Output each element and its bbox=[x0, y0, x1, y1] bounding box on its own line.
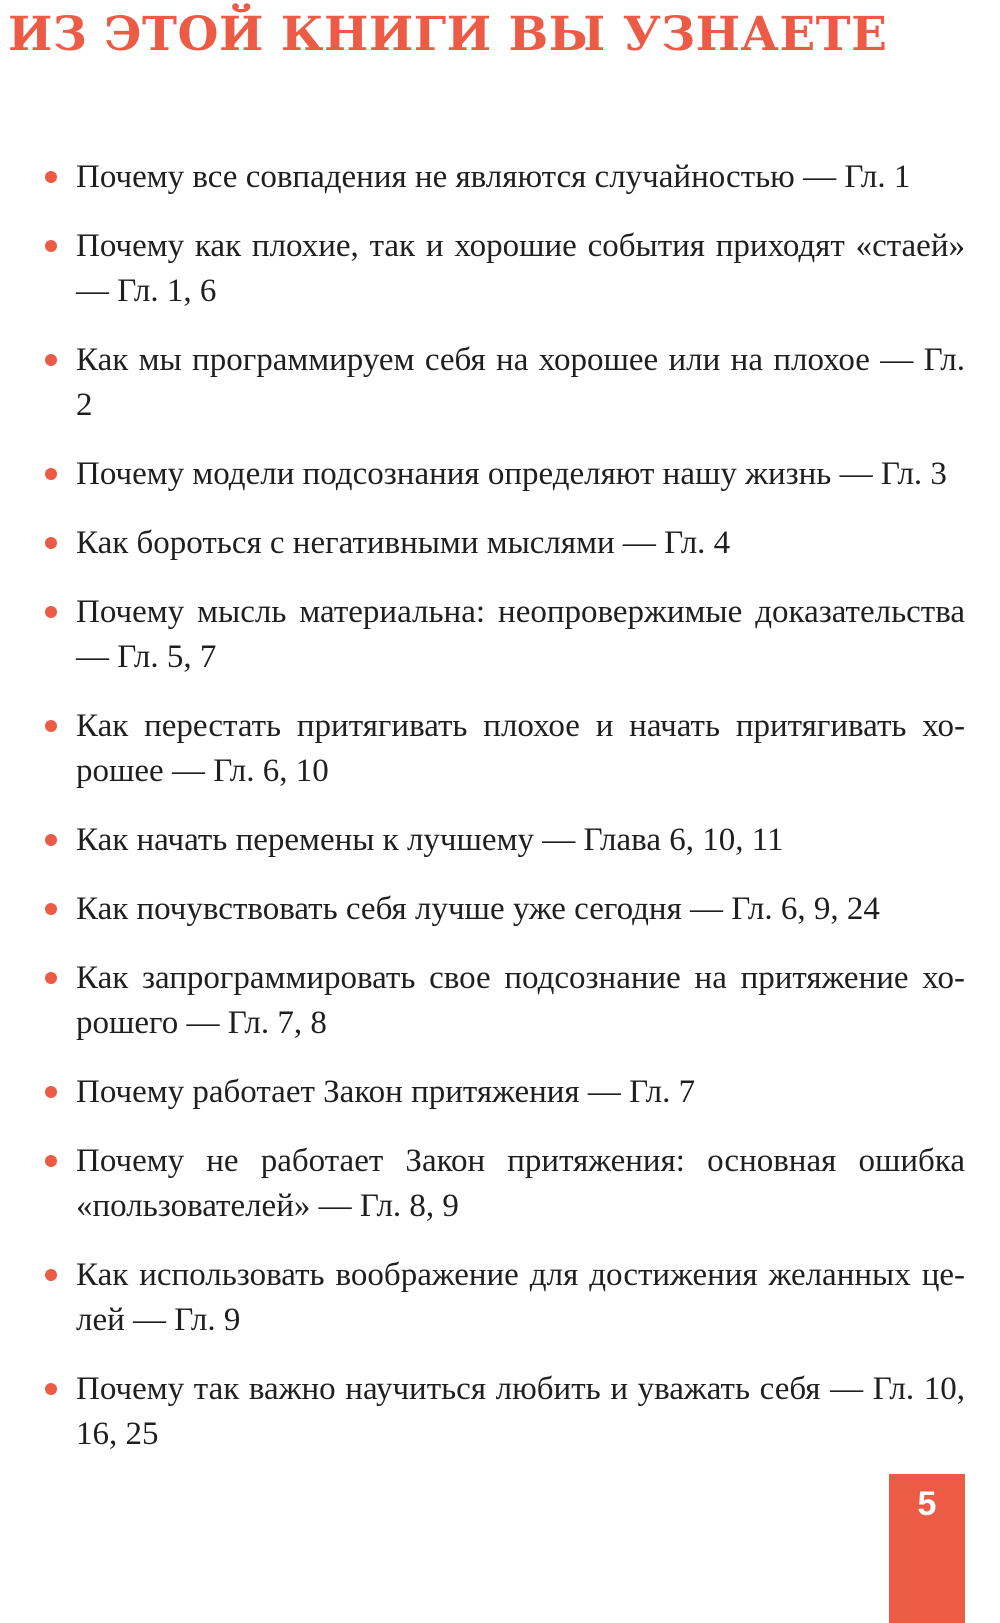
list-item-text: Как бороться с негативными мыслями — Гл. 4 bbox=[76, 525, 731, 561]
list-item-text: Как начать перемены к лучшему — Глава 6, 10, 11 bbox=[76, 822, 784, 858]
list-item-text: Почему модели подсознания определяют нашу жизнь — Гл. 3 bbox=[76, 456, 947, 492]
list-item bbox=[44, 1367, 965, 1457]
list-item bbox=[44, 704, 965, 794]
bullet-icon bbox=[45, 468, 57, 480]
bullet-icon bbox=[45, 240, 57, 252]
bullet-icon bbox=[45, 1269, 57, 1281]
list-item-text: Как мы программируем себя на хорошее или на плохое — Гл. 2 bbox=[76, 342, 965, 423]
list-item bbox=[44, 590, 965, 680]
bullet-icon bbox=[45, 720, 57, 732]
list-item bbox=[44, 1139, 965, 1229]
list-item bbox=[44, 1070, 965, 1115]
bullet-icon bbox=[45, 834, 57, 846]
list-item bbox=[44, 887, 965, 932]
list-item-text: Почему не работает Закон притяжения: основная ошибка «пользователей» — Гл. 8, 9 bbox=[76, 1143, 965, 1224]
bullet-icon bbox=[45, 972, 57, 984]
list-item bbox=[44, 224, 965, 314]
list-item-text: Почему как плохие, так и хорошие события приходят «стаей» — Гл. 1, 6 bbox=[76, 228, 965, 309]
list-item bbox=[44, 956, 965, 1046]
page-number: 5 bbox=[917, 1485, 937, 1523]
list-item bbox=[44, 338, 965, 428]
list-item bbox=[44, 521, 965, 566]
bullet-icon bbox=[45, 903, 57, 915]
bullet-icon bbox=[45, 1155, 57, 1167]
list-item-text: Как перестать притягивать плохое и начать притягивать хорошее — Гл. 6, 10 bbox=[76, 708, 965, 789]
list-item bbox=[44, 452, 965, 497]
bullet-icon bbox=[45, 1383, 57, 1395]
page-number-tab bbox=[889, 1474, 965, 1623]
bullet-icon bbox=[45, 537, 57, 549]
list-item-text: Почему все совпадения не являются случайностью — Гл. 1 bbox=[76, 159, 911, 195]
list-item-text: Как запрограммировать свое подсознание на притяжение хорошего — Гл. 7, 8 bbox=[76, 960, 965, 1041]
list-item-text: Как почувствовать себя лучше уже сегодня — Гл. 6, 9, 24 bbox=[76, 891, 880, 927]
bullet-icon bbox=[45, 606, 57, 618]
list-item bbox=[44, 818, 965, 863]
list-item-text: Почему работает Закон притяжения — Гл. 7 bbox=[76, 1074, 696, 1110]
bullet-icon bbox=[45, 1086, 57, 1098]
list-item bbox=[44, 155, 965, 200]
page-heading: ИЗ ЭТОЙ КНИГИ ВЫ УЗНАЕТЕ bbox=[8, 7, 888, 62]
list-item bbox=[44, 1253, 965, 1343]
bullet-icon bbox=[45, 354, 57, 366]
bullet-icon bbox=[45, 171, 57, 183]
list-item-text: Как использовать воображение для достижения желанных целей — Гл. 9 bbox=[76, 1257, 965, 1338]
topics-list bbox=[44, 155, 965, 1481]
list-item-text: Почему мысль материальна: неопровержимые доказательства — Гл. 5, 7 bbox=[76, 594, 965, 675]
list-item-text: Почему так важно научиться любить и уважать себя — Гл. 10, 16, 25 bbox=[76, 1371, 965, 1452]
